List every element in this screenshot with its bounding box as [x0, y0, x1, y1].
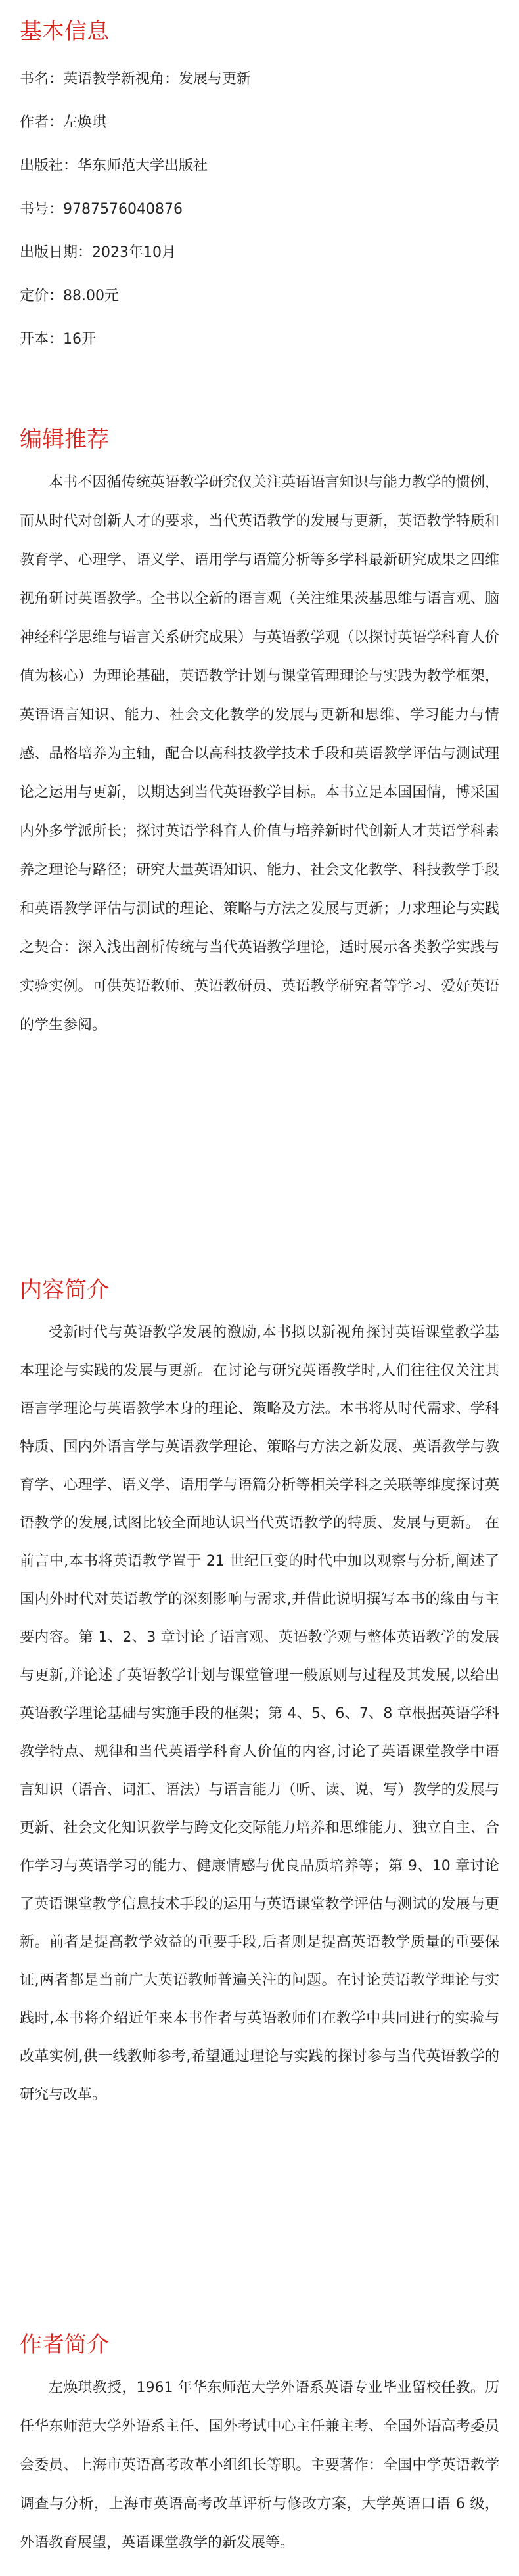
info-row-publisher: 出版社：华东师范大学出版社	[20, 158, 208, 174]
content-summary-text: 受新时代与英语教学发展的激励,本书拟以新视角探讨英语课堂教学基本理论与实践的发展与更新。在讨论与研究英语教学时,人们往往仅关注其语言学理论与英语教学本身的理论、策略及方法。本书将从时代需求、学科特质、国内外语言学与英语教学理论、策略与方法之新发展、英语教学与教育学、心理学、语义学、语用学与语篇分析等相关学科之关联等维度探讨英语教学的发展,试图比较全面地认识当代英语教学的特质、发展与更新。 在前言中,本书将英语教学置于 21 世纪巨变的时代中加以观察与分析,阐述了国内外时代对英语教学的深刻影响与需求,并借此说明撰写本书的缘由与主要内容。第 1、2、3 章讨论了语言观、英语教学观与整体英语教学的发展与更新,并论述了英语教学计划与课堂管理一般原则与过程及其发展,以给出英语教学理论基础与实施手段的框架；第 4、5、6、7、8 章根据英语学科教学特点、规律和当代英语学科育人价值的内容,讨论了英语课堂教学中语言知识（语音、词汇、语法）与语言能力（听、读、说、写）教学的发展与更新、社会文化知识教学与跨文化交际能力培养和思维能力、独立自主、合作学习与英语学习的能力、健康情感与优良品质培养等；第 9、10 章讨论了英语课堂教学信息技术手段的运用与英语课堂教学评估与测试的发展与更新。前者是提高教学效益的重要手段,后者则是提高英语教学质量的重要保证,两者都是当前广大英语教师普遍关注的问题。在讨论英语教学理论与实践时,本书将介绍近年来本书作者与英语教师们在教学中共同进行的实验与改革实例,供一线教师参考,希望通过理论与实践的探讨参与当代英语教学的研究与改革。	[20, 1324, 499, 2103]
basic-info-section	[20, 16, 499, 361]
editor-recommendation-title: 编辑推荐	[20, 426, 109, 453]
editor-recommendation-section	[20, 424, 499, 1045]
info-row-author: 作者：左焕琪	[20, 114, 107, 131]
content-summary-title: 内容简介	[20, 1277, 109, 1303]
editor-recommendation-text: 本书不因循传统英语教学研究仅关注英语语言知识与能力教学的惯例，而从时代对创新人才的要求，当代英语教学的发展与更新，英语教学特质和教育学、心理学、语义学、语用学与语篇分析等多学科最新研究成果之四维视角研讨英语教学。全书以全新的语言观（关注维果茨基思维与语言观、脑神经科学思维与语言关系研究成果）与英语教学观（以探讨英语学科育人价值为核心）为理论基础，英语教学计划与课堂管理理论与实践为教学框架，英语语言知识、能力、社会文化教学的发展与更新和思维、学习能力与情感、品格培养为主轴，配合以高科技教学技术手段和英语教学评估与测试理论之运用与更新，以期达到当代英语教学目标。本书立足本国国情，博采国内外多学派所长；探讨英语学科育人价值与培养新时代创新人才英语学科素养之理论与路径；研究大量英语知识、能力、社会文化教学、科技教学手段和英语教学评估与测试的理论、策略与方法之发展与更新；力求理论与实践之契合：深入浅出剖析传统与当代英语教学理论，适时展示各类教学实践与实验实例。可供英语教师、英语教研员、英语教学研究者等学习、爱好英语的学生参阅。	[20, 474, 499, 1033]
info-row-format: 开本：16开	[20, 331, 96, 348]
author-intro-text: 左焕琪教授，1961 年华东师范大学外语系英语专业毕业留校任教。历任华东师范大学外语系主任、国外考试中心主任兼主考、全国外语高考委员会委员、上海市英语高考改革小组组长等职。主要著作：全国中学英语教学调查与分析，上海市英语高考改革评析与修改方案，大学英语口语 6 级，外语教育展望，英语课堂教学的新发展等。	[20, 2380, 499, 2551]
author-intro-title: 作者简介	[20, 2332, 109, 2358]
author-intro-section	[20, 2329, 499, 2562]
basic-info-list	[20, 58, 499, 361]
basic-info-title: 基本信息	[20, 18, 109, 45]
info-row-book-name: 书名：英语教学新视角：发展与更新	[20, 71, 252, 87]
content-summary-section	[20, 1275, 499, 2114]
info-row-isbn: 书号：9787576040876	[20, 201, 183, 217]
info-row-price: 定价：88.00元	[20, 288, 119, 304]
info-row-publish-date: 出版日期：2023年10月	[20, 244, 176, 261]
